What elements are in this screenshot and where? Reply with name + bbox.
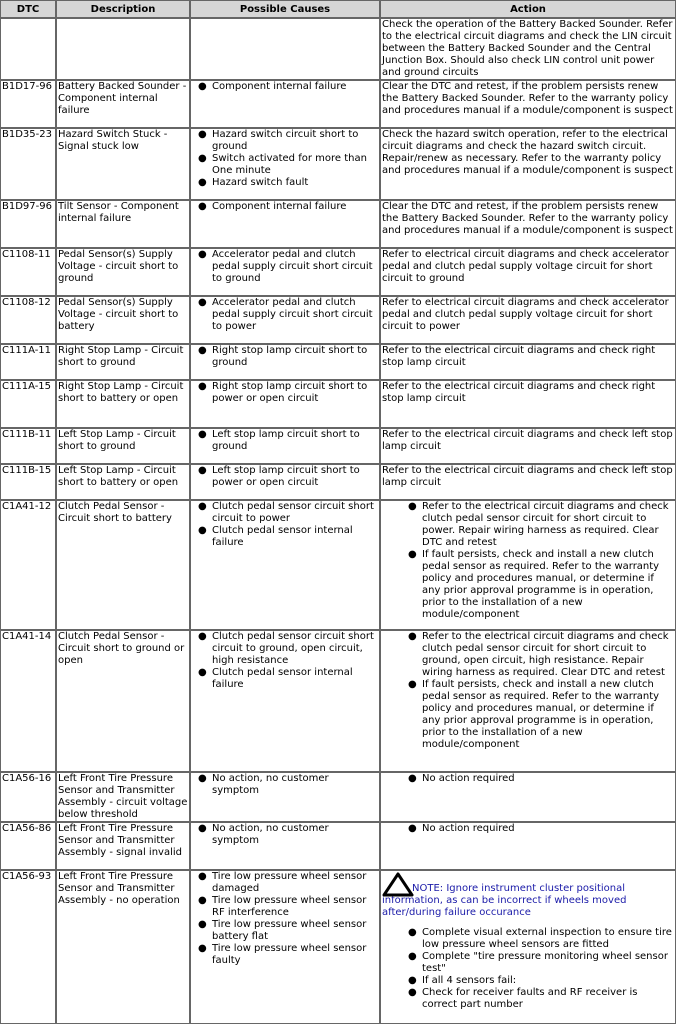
action bbox=[380, 296, 676, 344]
causes-list bbox=[192, 631, 378, 691]
cause-text: No action, no customer symptom bbox=[212, 773, 329, 796]
dtc-code: B1D35-23 bbox=[0, 128, 56, 200]
bullet-icon: ● bbox=[198, 81, 207, 92]
action bbox=[380, 18, 676, 80]
cause-text: Tire low pressure wheel sensor battery flat bbox=[212, 919, 367, 942]
bullet-icon: ● bbox=[198, 895, 207, 906]
action-item bbox=[408, 987, 674, 1011]
causes-list bbox=[192, 823, 378, 847]
bullet-icon: ● bbox=[408, 987, 417, 998]
dtc-code: B1D17-96 bbox=[0, 80, 56, 128]
causes-list bbox=[192, 129, 378, 189]
causes-list bbox=[192, 249, 378, 285]
cause-item bbox=[198, 895, 378, 919]
action bbox=[380, 200, 676, 248]
bullet-icon: ● bbox=[408, 679, 417, 690]
dtc-code: C1108-11 bbox=[0, 248, 56, 296]
bullet-icon: ● bbox=[408, 549, 417, 560]
bullet-icon: ● bbox=[198, 465, 207, 476]
dtc-description bbox=[56, 18, 190, 80]
cause-item bbox=[198, 297, 378, 333]
table-row bbox=[0, 822, 676, 870]
cause-item bbox=[198, 429, 378, 453]
action bbox=[380, 772, 676, 822]
dtc-code: B1D97-96 bbox=[0, 200, 56, 248]
possible-causes bbox=[190, 248, 380, 296]
bullet-icon: ● bbox=[198, 153, 207, 164]
cause-text: Left stop lamp circuit short to ground bbox=[212, 429, 360, 452]
cause-text: Hazard switch circuit short to ground bbox=[212, 129, 359, 152]
action-item bbox=[408, 951, 674, 975]
action bbox=[380, 380, 676, 428]
dtc-code: C1A56-86 bbox=[0, 822, 56, 870]
cause-item bbox=[198, 525, 378, 549]
possible-causes bbox=[190, 128, 380, 200]
bullet-icon: ● bbox=[198, 871, 207, 882]
table-row bbox=[0, 464, 676, 500]
action-text: Refer to electrical circuit diagrams and check accelerator pedal and clutch pedal supply voltage circuit for short circuit to ground bbox=[382, 249, 669, 284]
action-list bbox=[382, 773, 674, 785]
cause-text: Component internal failure bbox=[212, 201, 347, 212]
action bbox=[380, 344, 676, 380]
dtc-code: C1108-12 bbox=[0, 296, 56, 344]
cause-item bbox=[198, 201, 378, 213]
cause-text: Component internal failure bbox=[212, 81, 347, 92]
header-causes: Possible Causes bbox=[190, 0, 380, 18]
dtc-code: C111A-11 bbox=[0, 344, 56, 380]
action bbox=[380, 870, 676, 1024]
causes-list bbox=[192, 501, 378, 549]
action-text: Clear the DTC and retest, if the problem persists renew the Battery Backed Sounder. Refer to the warranty policy and procedures manual if a module/component is suspect bbox=[382, 81, 673, 116]
dtc-description: Right Stop Lamp - Circuit short to ground bbox=[56, 344, 190, 380]
action-item-text: Refer to the electrical circuit diagrams and check clutch pedal sensor circuit for short circuit to power. Repair wiring harness as required. Clear DTC and retest bbox=[422, 501, 669, 548]
cause-item bbox=[198, 81, 378, 93]
cause-text: Accelerator pedal and clutch pedal supply circuit short circuit to ground bbox=[212, 249, 373, 284]
header-description: Description bbox=[56, 0, 190, 18]
dtc-description: Pedal Sensor(s) Supply Voltage - circuit short to ground bbox=[56, 248, 190, 296]
possible-causes bbox=[190, 630, 380, 772]
header-dtc: DTC bbox=[0, 0, 56, 18]
cause-text: Accelerator pedal and clutch pedal supply circuit short circuit to power bbox=[212, 297, 373, 332]
bullet-icon: ● bbox=[408, 501, 417, 512]
table-header-row bbox=[0, 0, 676, 18]
causes-list bbox=[192, 465, 378, 489]
bullet-icon: ● bbox=[198, 249, 207, 260]
possible-causes bbox=[190, 500, 380, 630]
bullet-icon: ● bbox=[198, 129, 207, 140]
possible-causes bbox=[190, 870, 380, 1024]
action-item bbox=[408, 549, 674, 621]
causes-list bbox=[192, 773, 378, 797]
action-text: Refer to the electrical circuit diagrams and check right stop lamp circuit bbox=[382, 345, 656, 368]
action-text: Check the hazard switch operation, refer to the electrical circuit diagrams and check the hazard switch circuit. Repair/renew as necessary. Refer to the warranty policy and procedures manual if a module/component is suspect bbox=[382, 129, 673, 176]
action bbox=[380, 464, 676, 500]
cause-text: Right stop lamp circuit short to ground bbox=[212, 345, 368, 368]
cause-text: Clutch pedal sensor internal failure bbox=[212, 525, 353, 548]
possible-causes bbox=[190, 296, 380, 344]
possible-causes bbox=[190, 18, 380, 80]
action-text: Refer to the electrical circuit diagrams and check left stop lamp circuit bbox=[382, 465, 673, 488]
cause-item bbox=[198, 773, 378, 797]
action-item-text: No action required bbox=[422, 823, 515, 834]
cause-item bbox=[198, 177, 378, 189]
causes-list bbox=[192, 345, 378, 369]
cause-text: Clutch pedal sensor internal failure bbox=[212, 667, 353, 690]
table-row bbox=[0, 500, 676, 630]
dtc-description: Tilt Sensor - Component internal failure bbox=[56, 200, 190, 248]
dtc-code: C1A56-16 bbox=[0, 772, 56, 822]
table-row bbox=[0, 296, 676, 344]
possible-causes bbox=[190, 380, 380, 428]
bullet-icon: ● bbox=[198, 429, 207, 440]
action-item bbox=[408, 927, 674, 951]
bullet-icon: ● bbox=[198, 525, 207, 536]
table-row bbox=[0, 248, 676, 296]
cause-item bbox=[198, 631, 378, 667]
bullet-icon: ● bbox=[408, 823, 417, 834]
action-item-text: Complete visual external inspection to ensure tire low pressure wheel sensors are fitted bbox=[422, 927, 672, 950]
bullet-icon: ● bbox=[198, 345, 207, 356]
cause-text: Tire low pressure wheel sensor faulty bbox=[212, 943, 367, 966]
dtc-description: Left Stop Lamp - Circuit short to battery or open bbox=[56, 464, 190, 500]
causes-list bbox=[192, 201, 378, 213]
cause-item bbox=[198, 871, 378, 895]
bullet-icon: ● bbox=[198, 201, 207, 212]
table-row bbox=[0, 380, 676, 428]
table-row bbox=[0, 128, 676, 200]
cause-item bbox=[198, 501, 378, 525]
possible-causes bbox=[190, 80, 380, 128]
bullet-icon: ● bbox=[198, 667, 207, 678]
action bbox=[380, 428, 676, 464]
cause-item bbox=[198, 667, 378, 691]
causes-list bbox=[192, 81, 378, 93]
action-list bbox=[382, 823, 674, 835]
action bbox=[380, 80, 676, 128]
cause-item bbox=[198, 381, 378, 405]
action-item bbox=[408, 501, 674, 549]
possible-causes bbox=[190, 200, 380, 248]
table-row bbox=[0, 870, 676, 1024]
dtc-code: C111B-11 bbox=[0, 428, 56, 464]
dtc-description: Left Front Tire Pressure Sensor and Transmitter Assembly - signal invalid bbox=[56, 822, 190, 870]
action-text: Check the operation of the Battery Backed Sounder. Refer to the electrical circuit diagrams and check the LIN circuit between the Battery Backed Sounder and the Central Junction Box. Should also check LIN control unit power and ground circuits bbox=[382, 19, 673, 78]
table-row bbox=[0, 18, 676, 80]
table-row bbox=[0, 428, 676, 464]
cause-item bbox=[198, 919, 378, 943]
dtc-code: C1A41-12 bbox=[0, 500, 56, 630]
cause-text: Tire low pressure wheel sensor RF interference bbox=[212, 895, 367, 918]
cause-item bbox=[198, 823, 378, 847]
possible-causes bbox=[190, 428, 380, 464]
dtc-code: C111A-15 bbox=[0, 380, 56, 428]
bullet-icon: ● bbox=[198, 631, 207, 642]
causes-list bbox=[192, 381, 378, 405]
causes-list bbox=[192, 297, 378, 333]
action-item bbox=[408, 631, 674, 679]
dtc-code: C1A41-14 bbox=[0, 630, 56, 772]
bullet-icon: ● bbox=[198, 919, 207, 930]
action-item bbox=[408, 679, 674, 751]
bullet-icon: ● bbox=[408, 927, 417, 938]
table-row bbox=[0, 200, 676, 248]
cause-text: Left stop lamp circuit short to power or open circuit bbox=[212, 465, 360, 488]
table-row bbox=[0, 772, 676, 822]
possible-causes bbox=[190, 822, 380, 870]
bullet-icon: ● bbox=[198, 297, 207, 308]
cause-item bbox=[198, 153, 378, 177]
causes-list bbox=[192, 871, 378, 967]
action-item-text: If fault persists, check and install a new clutch pedal sensor as required. Refer to the warranty policy and procedures manual, or determine if any prior approval programme is in operation, prior to the installation of a new module/component bbox=[422, 549, 660, 620]
dtc-description: Left Front Tire Pressure Sensor and Transmitter Assembly - no operation bbox=[56, 870, 190, 1024]
possible-causes bbox=[190, 344, 380, 380]
action-list bbox=[382, 631, 674, 751]
cause-item bbox=[198, 465, 378, 489]
note-block bbox=[382, 871, 674, 919]
action-item-text: If fault persists, check and install a new clutch pedal sensor as required. Refer to the warranty policy and procedures manual, or determine if any prior approval programme is in operation, prior to the installation of a new module/component bbox=[422, 679, 660, 750]
action bbox=[380, 500, 676, 630]
action-list bbox=[382, 927, 674, 1011]
action-item-text: Refer to the electrical circuit diagrams and check clutch pedal sensor circuit for short circuit to ground, open circuit, high resistance. Repair wiring harness as required. Clear DTC and retest bbox=[422, 631, 669, 678]
warning-triangle-icon bbox=[382, 871, 414, 897]
cause-item bbox=[198, 129, 378, 153]
action-text: Clear the DTC and retest, if the problem persists renew the Battery Backed Sounder. Refer to the warranty policy and procedures manual if a module/component is suspect bbox=[382, 201, 673, 236]
action bbox=[380, 822, 676, 870]
dtc-code: C1A56-93 bbox=[0, 870, 56, 1024]
action bbox=[380, 128, 676, 200]
bullet-icon: ● bbox=[198, 943, 207, 954]
dtc-description: Left Stop Lamp - Circuit short to ground bbox=[56, 428, 190, 464]
possible-causes bbox=[190, 772, 380, 822]
bullet-icon: ● bbox=[198, 773, 207, 784]
action-item-text: If all 4 sensors fail: bbox=[422, 975, 517, 986]
action-text: Refer to the electrical circuit diagrams and check right stop lamp circuit bbox=[382, 381, 656, 404]
cause-text: Right stop lamp circuit short to power or open circuit bbox=[212, 381, 368, 404]
cause-text: Hazard switch fault bbox=[212, 177, 309, 188]
dtc-code bbox=[0, 18, 56, 80]
action-item-text: Check for receiver faults and RF receiver is correct part number bbox=[422, 987, 638, 1010]
causes-list bbox=[192, 429, 378, 453]
bullet-icon: ● bbox=[198, 381, 207, 392]
note-text: NOTE: Ignore instrument cluster positional information, as can be incorrect if wheels moved after/during failure occurance bbox=[382, 883, 627, 918]
bullet-icon: ● bbox=[408, 631, 417, 642]
cause-item bbox=[198, 345, 378, 369]
possible-causes bbox=[190, 464, 380, 500]
cause-text: No action, no customer symptom bbox=[212, 823, 329, 846]
dtc-description: Right Stop Lamp - Circuit short to battery or open bbox=[56, 380, 190, 428]
cause-item bbox=[198, 249, 378, 285]
bullet-icon: ● bbox=[198, 823, 207, 834]
action-item bbox=[408, 823, 674, 835]
cause-text: Tire low pressure wheel sensor damaged bbox=[212, 871, 367, 894]
cause-text: Clutch pedal sensor circuit short circuit to power bbox=[212, 501, 374, 524]
bullet-icon: ● bbox=[408, 975, 417, 986]
action-item-text: No action required bbox=[422, 773, 515, 784]
cause-text: Clutch pedal sensor circuit short circuit to ground, open circuit, high resistance bbox=[212, 631, 374, 666]
bullet-icon: ● bbox=[198, 177, 207, 188]
table-row bbox=[0, 344, 676, 380]
action bbox=[380, 248, 676, 296]
dtc-code: C111B-15 bbox=[0, 464, 56, 500]
dtc-description: Left Front Tire Pressure Sensor and Transmitter Assembly - circuit voltage below threshold bbox=[56, 772, 190, 822]
header-action: Action bbox=[380, 0, 676, 18]
action-item-text: Complete "tire pressure monitoring wheel sensor test" bbox=[422, 951, 668, 974]
action-text: Refer to the electrical circuit diagrams and check left stop lamp circuit bbox=[382, 429, 673, 452]
action-list bbox=[382, 501, 674, 621]
action-text: Refer to electrical circuit diagrams and check accelerator pedal and clutch pedal supply voltage circuit for short circuit to power bbox=[382, 297, 669, 332]
table-row bbox=[0, 80, 676, 128]
bullet-icon: ● bbox=[198, 501, 207, 512]
action bbox=[380, 630, 676, 772]
action-item bbox=[408, 975, 674, 987]
dtc-description: Pedal Sensor(s) Supply Voltage - circuit short to battery bbox=[56, 296, 190, 344]
bullet-icon: ● bbox=[408, 773, 417, 784]
bullet-icon: ● bbox=[408, 951, 417, 962]
cause-item bbox=[198, 943, 378, 967]
dtc-description: Clutch Pedal Sensor - Circuit short to battery bbox=[56, 500, 190, 630]
table-body bbox=[0, 18, 676, 1024]
dtc-description: Hazard Switch Stuck - Signal stuck low bbox=[56, 128, 190, 200]
table-row bbox=[0, 630, 676, 772]
cause-text: Switch activated for more than One minute bbox=[212, 153, 367, 176]
dtc-description: Battery Backed Sounder - Component internal failure bbox=[56, 80, 190, 128]
dtc-description: Clutch Pedal Sensor - Circuit short to ground or open bbox=[56, 630, 190, 772]
action-item bbox=[408, 773, 674, 785]
